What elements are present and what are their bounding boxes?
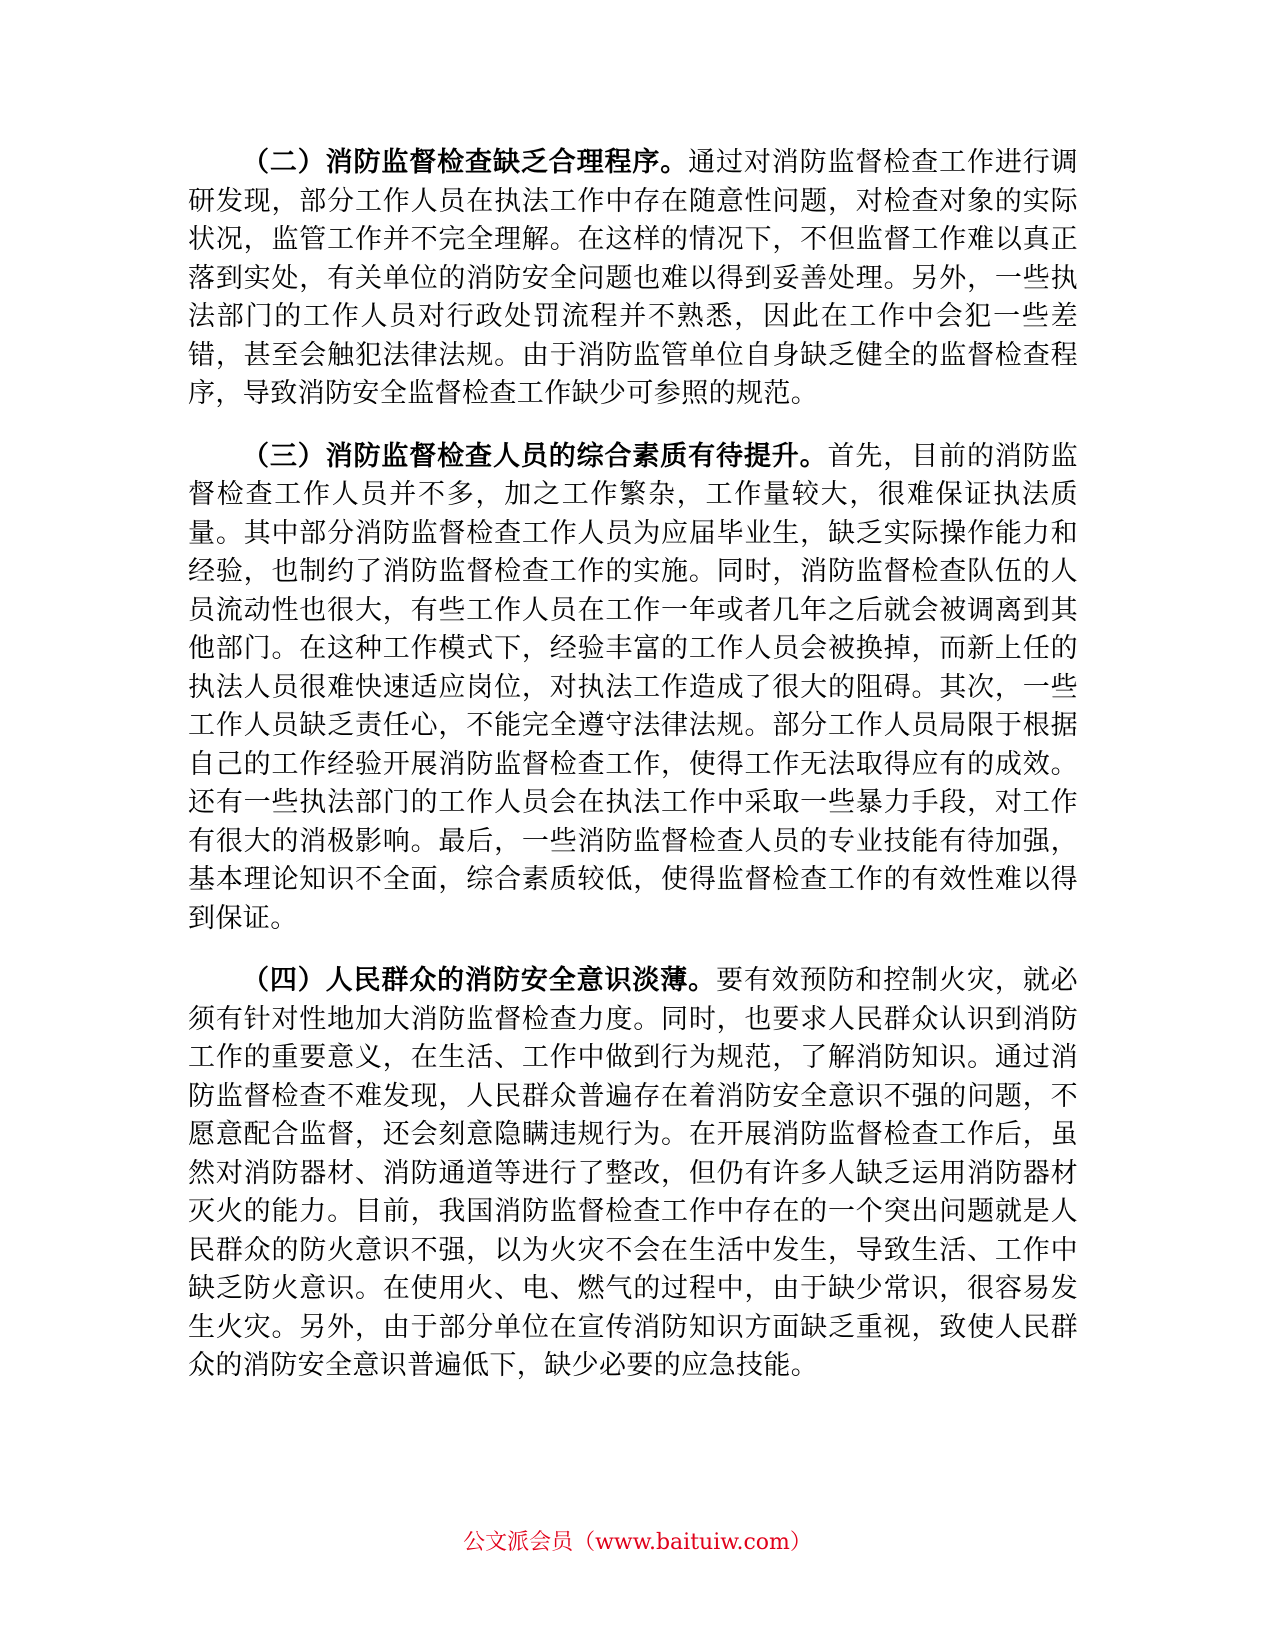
paragraph-procedure <box>188 144 1078 414</box>
paragraph-personnel-quality <box>188 438 1078 939</box>
paragraph-body: 首先，目前的消防监督检查工作人员并不多，加之工作繁杂，工作量较大，很难保证执法质量。其中部分消防监督检查工作人员为应届毕业生，缺乏实际操作能力和经验，也制约了消防监督检查工作的实施。同时，消防监督检查队伍的人员流动性也很大，有些工作人员在工作一年或者几年之后就会被调离到其他部门。在这种工作模式下，经验丰富的工作人员会被换掉，而新上任的执法人员很难快速适应岗位，对执法工作造成了很大的阻碍。其次，一些工作人员缺乏责任心，不能完全遵守法律法规。部分工作人员局限于根据自己的工作经验开展消防监督检查工作，使得工作无法取得应有的成效。还有一些执法部门的工作人员会在执法工作中采取一些暴力手段，对工作有很大的消极影响。最后，一些消防监督检查人员的专业技能有待加强，基本理论知识不全面，综合素质较低，使得监督检查工作的有效性难以得到保证。 <box>188 440 1078 934</box>
paragraph-public-awareness <box>188 962 1078 1386</box>
paragraph-body: 通过对消防监督检查工作进行调研发现，部分工作人员在执法工作中存在随意性问题，对检查对象的实际状况，监管工作并不完全理解。在这样的情况下，不但监督工作难以真正落到实处，有关单位的消防安全问题也难以得到妥善处理。另外，一些执法部门的工作人员对行政处罚流程并不熟悉，因此在工作中会犯一些差错，甚至会触犯法律法规。由于消防监管单位自身缺乏健全的监督检查程序，导致消防安全监督检查工作缺少可参照的规范。 <box>188 147 1078 409</box>
document-body <box>188 144 1078 1410</box>
paragraph-heading: （三）消防监督检查人员的综合素质有待提升。 <box>242 440 828 472</box>
paragraph-heading: （二）消防监督检查缺乏合理程序。 <box>242 147 689 178</box>
paragraph-heading: （四）人民群众的消防安全意识淡薄。 <box>242 965 716 996</box>
paragraph-body: 要有效预防和控制火灾，就必须有针对性地加大消防监督检查力度。同时，也要求人民群众认识到消防工作的重要意义，在生活、工作中做到行为规范，了解消防知识。通过消防监督检查不难发现，人民群众普遍存在着消防安全意识不强的问题，不愿意配合监督，还会刻意隐瞒违规行为。在开展消防监督检查工作后，虽然对消防器材、消防通道等进行了整改，但仍有许多人缺乏运用消防器材灭火的能力。目前，我国消防监督检查工作中存在的一个突出问题就是人民群众的防火意识不强，以为火灾不会在生活中发生，导致生活、工作中缺乏防火意识。在使用火、电、燃气的过程中，由于缺少常识，很容易发生火灾。另外，由于部分单位在宣传消防知识方面缺乏重视，致使人民群众的消防安全意识普遍低下，缺少必要的应急技能。 <box>188 965 1078 1381</box>
footer-watermark-link[interactable]: 公文派会员（www.baituiw.com） <box>463 1530 812 1555</box>
